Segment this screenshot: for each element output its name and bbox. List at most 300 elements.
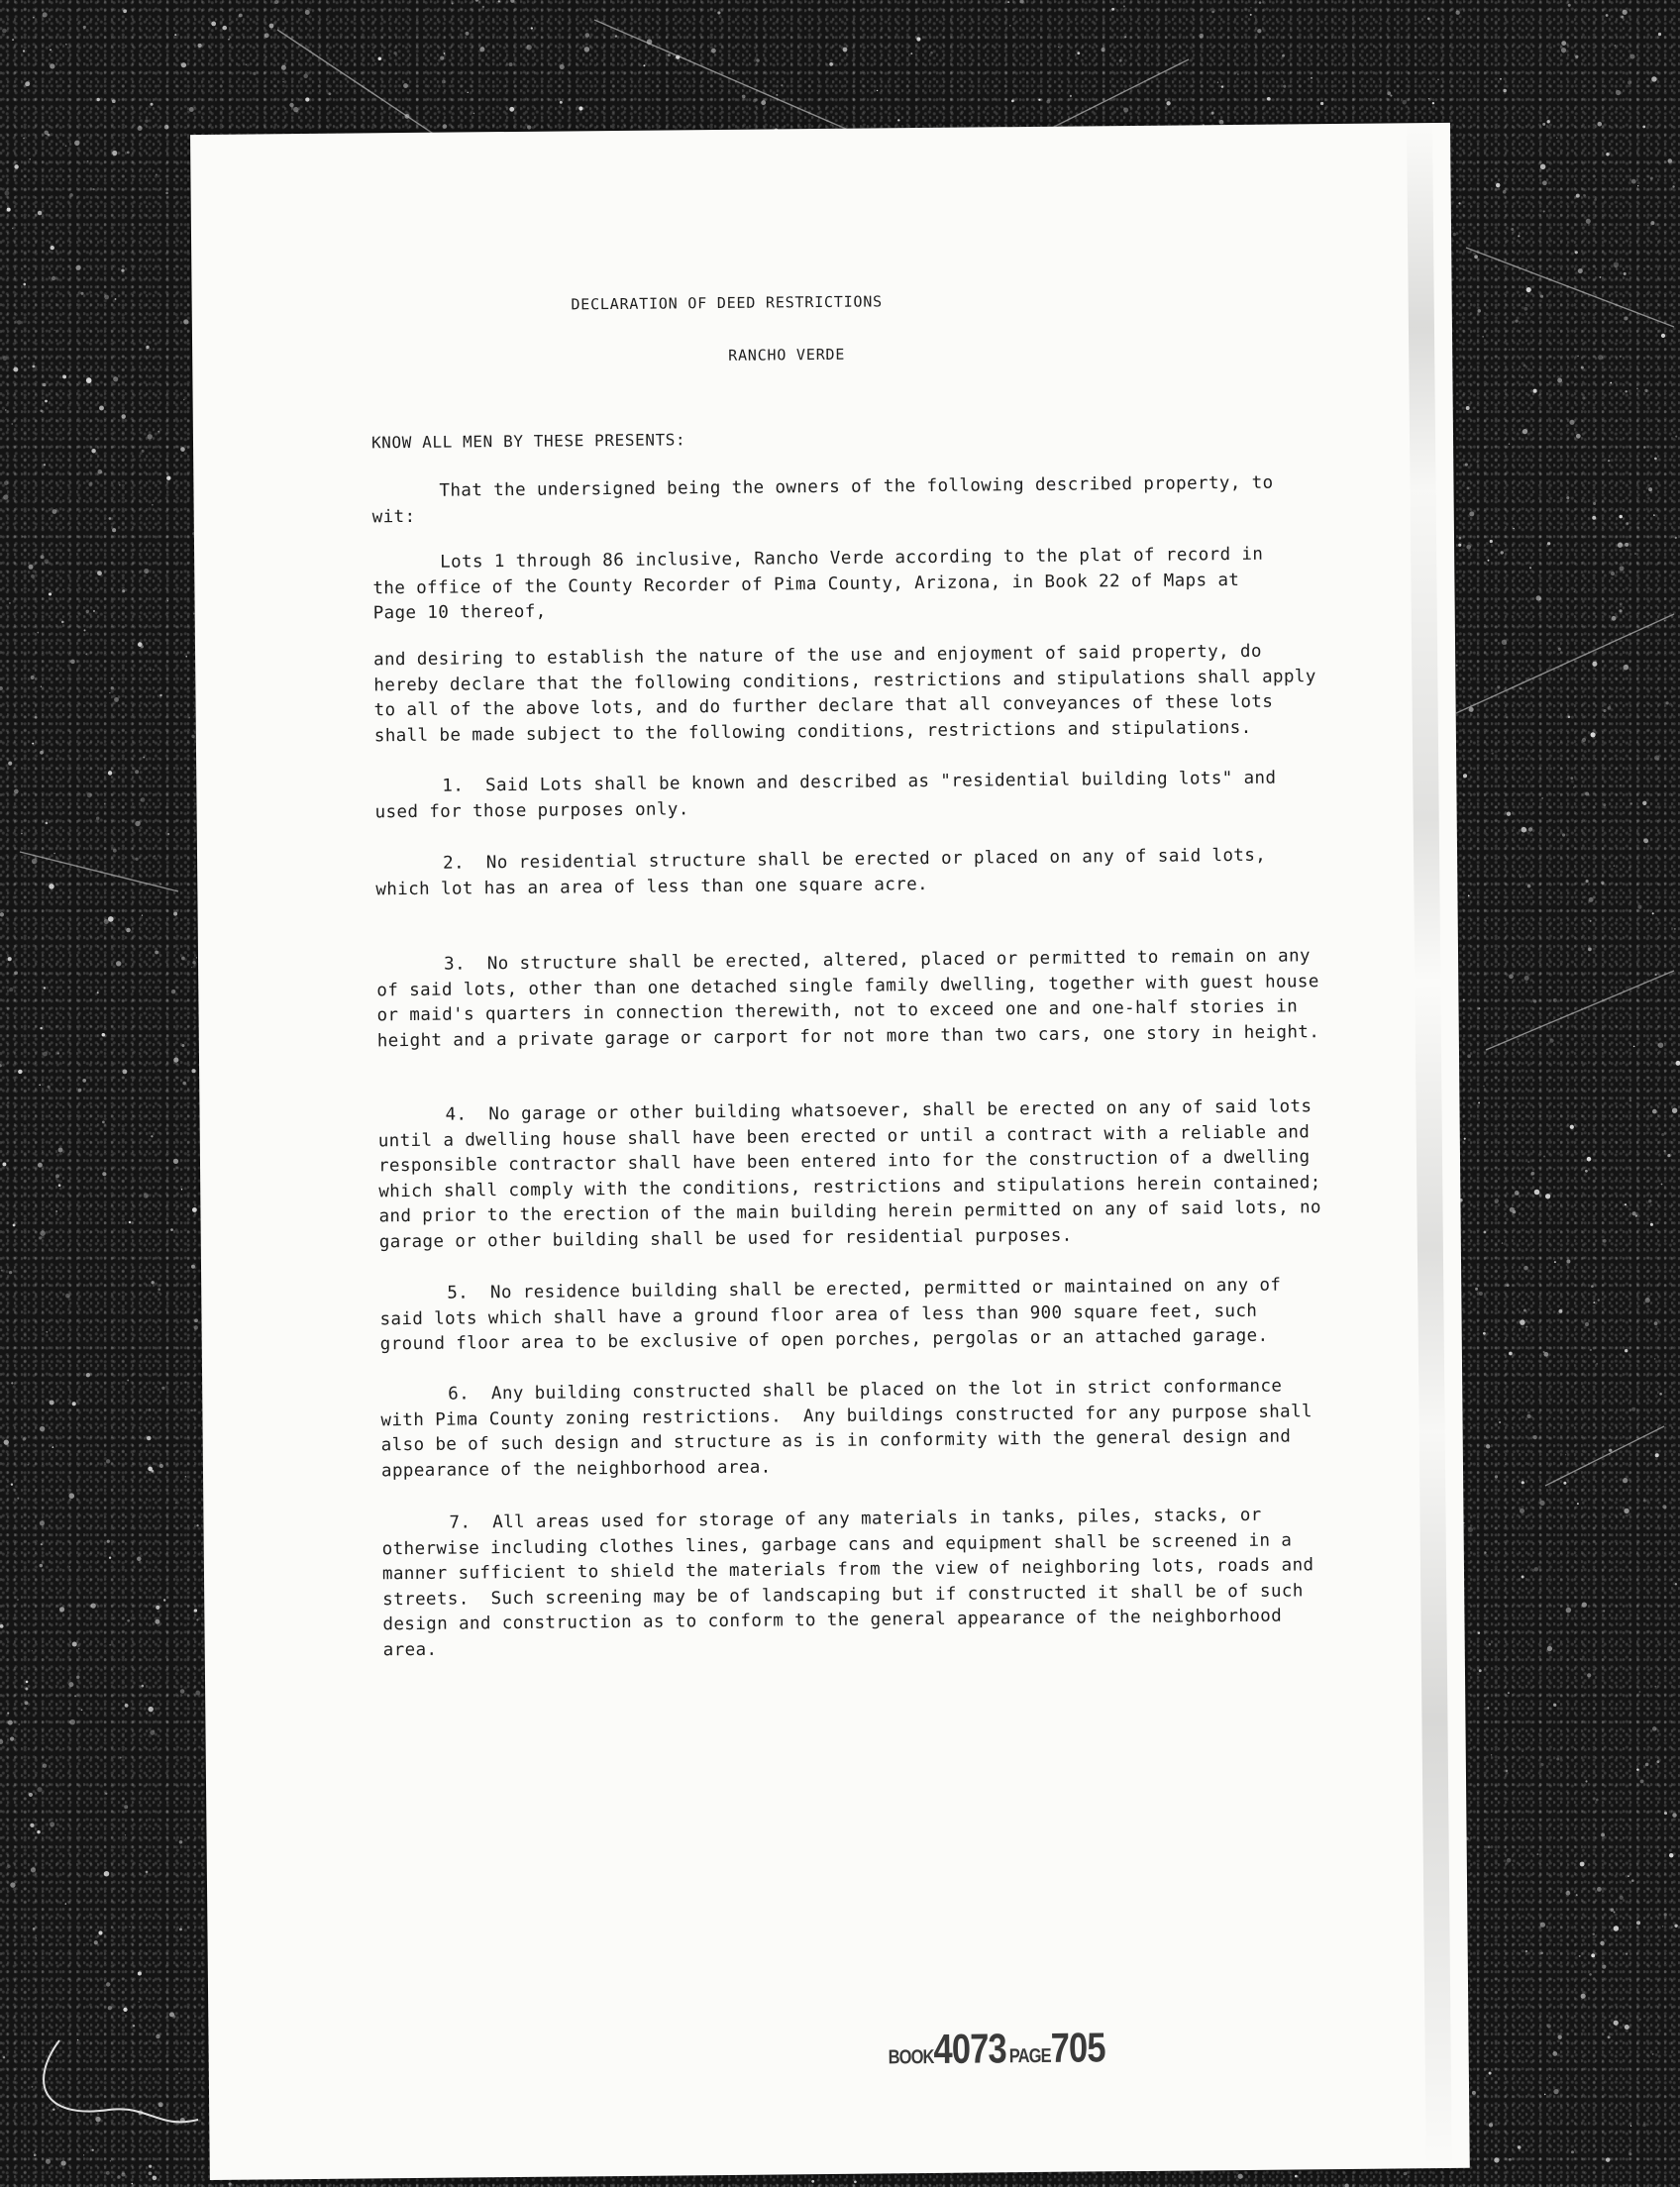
scan-speck <box>1468 1527 1473 1532</box>
scan-speck <box>170 1228 173 1231</box>
scan-speck <box>104 295 109 300</box>
scan-speck <box>1600 1941 1604 1945</box>
scan-speck <box>1509 443 1511 445</box>
scan-speck <box>59 1607 64 1612</box>
scan-speck <box>1603 1239 1607 1243</box>
scan-speck <box>1620 566 1625 571</box>
scan-speck <box>1111 8 1114 11</box>
scan-speck <box>18 1070 22 1074</box>
scan-speck <box>1458 202 1460 204</box>
scan-speck <box>46 2159 51 2164</box>
scan-speck <box>753 99 756 102</box>
scan-speck <box>1540 1763 1543 1766</box>
scan-speck <box>1311 77 1312 79</box>
scan-speck <box>1570 777 1573 780</box>
scan-speck <box>1509 974 1514 979</box>
scan-speck <box>7 1101 10 1104</box>
scan-speck <box>1640 1779 1644 1783</box>
scan-speck <box>1664 1913 1667 1916</box>
scan-speck <box>52 509 56 514</box>
scan-speck <box>1614 45 1616 47</box>
scan-speck <box>31 1867 36 1872</box>
scan-speck <box>144 569 149 573</box>
scan-speck <box>1580 1658 1582 1660</box>
scan-speck <box>1503 89 1506 92</box>
scan-speck <box>1638 1691 1640 1693</box>
scan-speck <box>8 1720 13 1725</box>
scan-speck <box>1652 1726 1656 1730</box>
scan-scratch <box>20 852 178 891</box>
scan-speck <box>1614 2021 1619 2026</box>
scan-speck <box>171 989 176 994</box>
scan-speck <box>584 47 589 52</box>
scan-speck <box>166 476 170 480</box>
scan-speck <box>21 833 23 835</box>
scan-speck <box>1502 640 1507 645</box>
scan-speck <box>43 1764 47 1768</box>
scan-speck <box>112 151 117 156</box>
scan-speck <box>175 1502 177 1504</box>
scan-speck <box>1495 1475 1498 1478</box>
scan-speck <box>1625 1349 1628 1352</box>
stamp-book-label: BOOK <box>888 2045 934 2069</box>
scan-speck <box>31 574 35 578</box>
scan-speck <box>211 22 216 27</box>
scan-speck <box>92 2149 94 2151</box>
scan-speck <box>53 330 54 331</box>
scan-speck <box>109 517 112 520</box>
scan-speck <box>121 414 125 418</box>
scan-speck <box>1283 85 1286 88</box>
scan-speck <box>83 629 85 631</box>
scan-speck <box>1566 496 1569 499</box>
scan-speck <box>1608 2035 1611 2038</box>
scan-speck <box>1606 153 1609 156</box>
scan-speck <box>154 855 155 856</box>
scan-speck <box>12 39 14 41</box>
scan-speck <box>1594 198 1597 201</box>
scan-speck <box>1468 895 1470 897</box>
scan-speck <box>473 113 475 115</box>
scan-speck <box>1631 1407 1635 1411</box>
scan-speck <box>8 762 12 766</box>
scan-scratch <box>1486 971 1674 1050</box>
scan-speck <box>1675 1583 1677 1585</box>
scan-speck <box>1534 1567 1538 1571</box>
scan-speck <box>40 1426 45 1431</box>
scan-speck <box>293 107 298 112</box>
scan-speck <box>7 1007 10 1010</box>
scan-speck <box>83 2154 84 2155</box>
scan-speck <box>17 1498 19 1500</box>
property-description: Lots 1 through 86 inclusive, Rancho Verde according to the plat of record in the office of the County Recorder of Pima County, Arizona, in Book 22 of Maps at Page 10 thereof, <box>372 544 1275 624</box>
scan-speck <box>1616 90 1621 95</box>
scan-speck <box>150 103 153 106</box>
scan-speck <box>1459 537 1462 540</box>
scan-speck <box>32 364 35 367</box>
scan-speck <box>78 1648 80 1650</box>
scan-speck <box>83 26 86 29</box>
scan-speck <box>1664 620 1666 622</box>
scan-speck <box>1630 802 1632 804</box>
scan-speck <box>1345 2184 1349 2187</box>
scan-speck <box>144 1193 149 1198</box>
scan-speck <box>1664 1812 1667 1815</box>
scan-speck <box>145 119 148 122</box>
scan-speck <box>50 63 54 68</box>
scan-speck <box>39 1236 42 1239</box>
scan-speck <box>194 1325 198 1329</box>
scan-speck <box>161 1387 164 1390</box>
scan-speck <box>1654 1321 1658 1325</box>
scan-speck <box>22 536 24 538</box>
scan-speck <box>281 65 286 70</box>
scan-speck <box>1489 2072 1492 2075</box>
scan-speck <box>1658 1042 1664 1048</box>
scan-speck <box>7 1865 10 1868</box>
scan-speck <box>1507 1284 1510 1287</box>
scan-speck <box>1592 516 1596 520</box>
scan-speck <box>479 47 484 52</box>
scan-speck <box>1390 95 1392 97</box>
scan-speck <box>303 74 308 79</box>
scan-speck <box>1568 716 1571 719</box>
scan-speck <box>1623 10 1628 15</box>
scan-speck <box>1320 102 1323 105</box>
scan-speck <box>1636 1921 1640 1925</box>
scan-speck <box>1503 190 1507 194</box>
scan-speck <box>77 2039 78 2040</box>
scan-speck <box>1522 1481 1524 1484</box>
scan-speck <box>1489 2123 1493 2127</box>
scan-speck <box>189 107 194 112</box>
scan-speck <box>228 39 230 41</box>
scan-speck <box>25 81 30 86</box>
scan-speck <box>1596 1799 1599 1802</box>
scan-speck <box>1058 47 1060 49</box>
scan-speck <box>1553 998 1557 1002</box>
scan-speck <box>1619 515 1622 518</box>
scan-speck <box>163 1599 165 1601</box>
scan-speck <box>120 1757 122 1759</box>
scan-speck <box>142 450 145 453</box>
scan-speck <box>1608 460 1610 462</box>
scan-speck <box>1568 4 1571 7</box>
recital-paragraph: That the undersigned being the owners of the following described property, to wit: <box>371 472 1285 527</box>
scan-speck <box>1467 1054 1471 1058</box>
scan-speck <box>65 145 67 147</box>
scan-speck <box>1642 801 1646 805</box>
scan-speck <box>1579 1955 1581 1957</box>
scan-speck <box>1453 233 1456 236</box>
scan-speck <box>711 49 716 53</box>
scan-speck <box>1597 122 1602 127</box>
scan-speck <box>282 81 284 83</box>
scan-speck <box>1663 1150 1665 1152</box>
scan-speck <box>1541 797 1543 799</box>
restriction-item-3: 3. No structure shall be erected, altered, placed or permitted to remain on any of said lots, other than one detached single family dwelling, together with guest house or maid's quarters in connection therewith, not to exceed one and one-half stories in height and a private garage or carport for not more than two cars, one story in height. <box>376 946 1330 1051</box>
scan-speck <box>1507 1858 1512 1863</box>
scan-speck <box>467 92 468 93</box>
scan-speck <box>69 193 73 197</box>
scan-speck <box>1123 5 1125 7</box>
scan-speck <box>1523 364 1526 367</box>
scan-speck <box>1597 1887 1602 1892</box>
scan-speck <box>732 69 735 72</box>
scan-speck <box>1652 1109 1657 1114</box>
scan-speck <box>482 6 484 8</box>
scan-speck <box>1518 235 1520 237</box>
scan-speck <box>1652 912 1654 914</box>
scan-speck <box>1625 390 1627 392</box>
scan-speck <box>1648 1199 1651 1202</box>
scan-speck <box>97 991 99 993</box>
scan-speck <box>1484 1551 1486 1553</box>
scan-speck <box>86 1373 90 1377</box>
scan-speck <box>165 192 168 195</box>
scan-speck <box>1620 356 1621 357</box>
scan-speck <box>1547 542 1550 545</box>
scan-speck <box>1661 334 1665 338</box>
scan-speck <box>158 1288 160 1291</box>
scan-speck <box>127 152 130 155</box>
scan-speck <box>1619 609 1622 612</box>
scan-speck <box>151 1135 153 1137</box>
stamp-book-number: 4073 <box>933 2025 1007 2072</box>
scan-speck <box>560 101 563 104</box>
scan-speck <box>109 692 110 693</box>
scan-speck <box>53 853 55 855</box>
scan-speck <box>1596 1363 1598 1365</box>
scan-speck <box>72 1402 76 1406</box>
scan-speck <box>156 2034 159 2038</box>
scan-scratch <box>1545 1426 1664 1486</box>
scan-speck <box>1658 33 1661 36</box>
scan-speck <box>112 528 116 532</box>
scan-speck <box>1509 1352 1513 1356</box>
scan-speck <box>1577 356 1579 358</box>
scan-speck <box>113 376 118 381</box>
scan-speck <box>1637 905 1641 909</box>
scan-speck <box>1667 1154 1670 1157</box>
scan-speck <box>1217 81 1219 83</box>
scan-speck <box>1515 1191 1520 1196</box>
scan-speck <box>135 858 138 861</box>
scan-speck <box>82 1079 86 1083</box>
scan-speck <box>1654 755 1659 760</box>
scan-speck <box>1070 95 1072 97</box>
scan-speck <box>1576 1894 1578 1896</box>
scan-speck <box>37 1787 42 1792</box>
scan-speck <box>150 1730 155 1735</box>
scan-speck <box>1609 1449 1612 1452</box>
scan-speck <box>1639 2019 1641 2021</box>
scan-speck <box>1123 108 1128 113</box>
scan-speck <box>48 1086 51 1089</box>
scan-speck <box>1267 97 1271 101</box>
scan-speck <box>13 367 18 372</box>
scan-speck <box>1592 662 1597 667</box>
scan-speck <box>1533 1435 1537 1439</box>
scan-speck <box>1509 2158 1512 2161</box>
scan-speck <box>41 685 42 686</box>
scan-speck <box>1625 1203 1627 1205</box>
scan-speck <box>509 107 514 112</box>
scan-speck <box>1237 2174 1242 2179</box>
scan-speck <box>378 56 382 60</box>
scan-speck <box>1499 1421 1501 1423</box>
scan-speck <box>18 1723 20 1725</box>
scan-speck <box>1520 687 1522 689</box>
scan-speck <box>1614 1912 1616 1914</box>
scan-speck <box>1523 1266 1528 1271</box>
scan-speck <box>1540 1923 1545 1927</box>
scan-speck <box>58 1184 61 1187</box>
scan-speck <box>1478 1101 1480 1103</box>
scan-speck <box>1511 228 1514 231</box>
scan-speck <box>152 504 154 506</box>
scan-speck <box>149 2171 153 2175</box>
scan-speck <box>1542 123 1545 126</box>
scan-speck <box>1662 1505 1666 1509</box>
scan-speck <box>5 409 7 411</box>
scan-speck <box>897 119 899 121</box>
scan-speck <box>31 2086 33 2088</box>
scan-speck <box>1526 287 1531 292</box>
scan-speck <box>123 9 127 13</box>
scan-speck <box>444 52 446 54</box>
scan-speck <box>1259 1 1262 4</box>
scan-speck <box>49 592 52 595</box>
scan-speck <box>45 400 48 403</box>
restriction-item-6: 6. Any building constructed shall be placed on the lot in strict conformance with Pima County zoning restrictions. Any buildings constructed for any purpose shall also be of such design and structure as is in conformity with the general design and appearance of the neighborhood area. <box>380 1376 1323 1481</box>
scan-speck <box>9 1271 12 1274</box>
scan-speck <box>158 2102 163 2107</box>
scan-speck <box>196 1618 198 1620</box>
scan-speck <box>1211 112 1214 115</box>
scan-speck <box>198 44 202 48</box>
scan-speck <box>106 1982 110 1986</box>
scan-speck <box>1575 55 1578 58</box>
scan-speck <box>1562 833 1565 836</box>
scan-speck <box>23 138 24 139</box>
scan-speck <box>105 1793 107 1795</box>
scan-speck <box>1674 928 1676 930</box>
scan-speck <box>167 600 169 602</box>
scan-speck <box>119 484 121 486</box>
scan-speck <box>127 1380 129 1382</box>
scan-speck <box>1528 827 1532 831</box>
scan-speck <box>1467 487 1470 490</box>
scan-speck <box>88 482 92 486</box>
scan-speck <box>1577 1503 1579 1505</box>
scan-speck <box>99 406 104 411</box>
scan-speck <box>185 656 187 658</box>
page-edge-stain <box>1407 123 1452 2168</box>
scan-speck <box>1571 2150 1574 2153</box>
scan-speck <box>3 494 8 499</box>
scan-speck <box>14 164 18 168</box>
scan-speck <box>1494 2157 1499 2162</box>
scan-speck <box>152 1281 155 1284</box>
scan-speck <box>46 1331 48 1333</box>
scan-speck <box>188 717 190 719</box>
scan-speck <box>265 55 267 57</box>
scan-speck <box>9 602 11 604</box>
scan-speck <box>181 1189 183 1191</box>
scan-speck <box>1474 255 1478 259</box>
scan-speck <box>1566 1260 1570 1264</box>
scan-speck <box>1589 897 1594 902</box>
scan-speck <box>44 464 46 466</box>
scan-speck <box>191 1265 195 1269</box>
scan-speck <box>3 2056 5 2058</box>
scan-speck <box>40 409 43 412</box>
scan-speck <box>81 1709 83 1711</box>
scan-speck <box>0 1064 2 1067</box>
scan-speck <box>50 49 52 51</box>
scan-speck <box>174 34 176 36</box>
scan-speck <box>916 37 920 41</box>
scan-speck <box>1612 616 1617 621</box>
scan-speck <box>32 859 38 865</box>
scan-speck <box>1654 1686 1656 1688</box>
scan-speck <box>1601 1833 1605 1837</box>
scan-speck <box>1618 543 1623 548</box>
scan-speck <box>23 1437 26 1440</box>
scan-speck <box>37 632 39 634</box>
scan-speck <box>1601 882 1604 885</box>
scan-speck <box>98 1930 102 1934</box>
scan-speck <box>80 292 83 295</box>
scan-speck <box>1665 701 1668 704</box>
scan-speck <box>1501 551 1504 554</box>
scan-speck <box>91 1603 96 1608</box>
scan-speck <box>1522 827 1527 833</box>
scan-speck <box>1582 396 1585 399</box>
scan-speck <box>1650 1223 1653 1226</box>
scan-speck <box>1573 786 1574 787</box>
scan-speck <box>1543 1155 1545 1157</box>
scan-speck <box>1674 1925 1677 1927</box>
scan-speck <box>55 1174 59 1178</box>
scan-speck <box>2 29 6 33</box>
scan-speck <box>108 2006 112 2010</box>
scan-speck <box>1484 1231 1487 1234</box>
scan-speck <box>1456 665 1458 667</box>
scan-speck <box>155 1619 159 1624</box>
scan-speck <box>50 1822 54 1826</box>
scan-speck <box>615 35 617 37</box>
scan-speck <box>74 1695 76 1697</box>
scan-speck <box>173 1159 178 1164</box>
scan-speck <box>1631 1879 1634 1882</box>
scan-speck <box>52 2108 54 2110</box>
scan-speck <box>442 80 446 84</box>
scan-speck <box>52 1446 53 1448</box>
scan-speck <box>1672 1108 1677 1113</box>
scan-speck <box>1483 1086 1484 1087</box>
scan-speck <box>192 1207 197 1212</box>
scan-speck <box>1250 14 1252 16</box>
scan-speck <box>38 1163 43 1168</box>
scan-speck <box>1603 803 1606 806</box>
scan-speck <box>1654 974 1656 976</box>
scan-speck <box>1628 80 1631 84</box>
scan-speck <box>26 1681 29 1684</box>
scan-speck <box>60 2160 65 2165</box>
scan-speck <box>223 26 227 30</box>
